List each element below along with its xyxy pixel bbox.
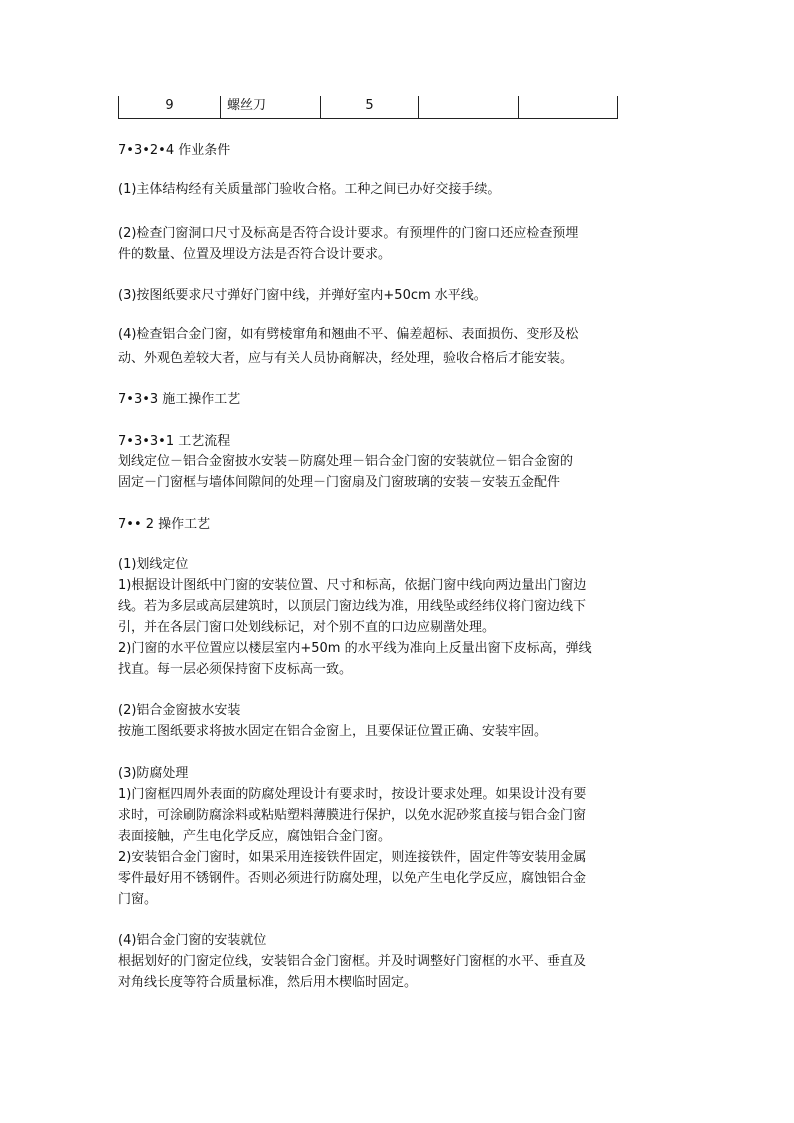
- paragraph-line: 动、外观色差较大者，应与有关人员协商解决，经处理，验收合格后才能安装。: [118, 351, 574, 366]
- subsection-heading: (4)铝合金门窗的安装就位: [118, 933, 267, 948]
- paragraph-line: (3)按图纸要求尺寸弹好门窗中线，并弹好室内+50cm 水平线。: [118, 288, 487, 303]
- table-cell-number: 9: [118, 96, 220, 118]
- section-heading: 7•3•2•4 作业条件: [118, 143, 231, 158]
- paragraph-line: 线。若为多层或高层建筑时，以顶层门窗边线为准，用线坠或经纬仪将门窗边线下: [118, 599, 587, 614]
- paragraph-line: (1)主体结构经有关质量部门验收合格。工种之间已办好交接手续。: [118, 182, 501, 197]
- subsection-heading: (1)划线定位: [118, 557, 189, 572]
- paragraph-line: 引，并在各层门窗口处划线标记，对个别不直的口边应剔凿处理。: [118, 620, 496, 635]
- subsection-heading: (3)防腐处理: [118, 766, 189, 781]
- table-cell-quantity: 5: [320, 96, 418, 118]
- paragraph-line: (4)检查铝合金门窗，如有劈棱窜角和翘曲不平、偏差超标、表面损伤、变形及松: [118, 327, 579, 342]
- table-cell-empty: [418, 96, 518, 118]
- paragraph-line: 件的数量、位置及埋设方法是否符合设计要求。: [118, 247, 392, 262]
- table-cell-empty: [518, 96, 618, 118]
- paragraph-line: 求时，可涂刷防腐涂料或粘贴塑料薄膜进行保护，以免水泥砂浆直接与铝合金门窗: [118, 808, 587, 823]
- paragraph-line: 按施工图纸要求将披水固定在铝合金窗上，且要保证位置正确、安装牢固。: [118, 724, 548, 739]
- table-cell-name: 螺丝刀: [220, 96, 320, 118]
- paragraph-line: (2)检查门窗洞口尺寸及标高是否符合设计要求。有预埋件的门窗口还应检查预埋: [118, 226, 579, 241]
- paragraph-line: 门窗。: [118, 892, 158, 907]
- section-heading: 7•• 2 操作工艺: [118, 517, 211, 532]
- paragraph-line: 找直。每一层必须保持窗下皮标高一致。: [118, 662, 353, 677]
- section-heading: 7•3•3•1 工艺流程: [118, 434, 231, 449]
- paragraph-line: 1)根据设计图纸中门窗的安装位置、尺寸和标高，依据门窗中线向两边量出门窗边: [118, 578, 587, 593]
- subsection-heading: (2)铝合金窗披水安装: [118, 703, 241, 718]
- paragraph-line: 固定－门窗框与墙体间隙间的处理－门窗扇及门窗玻璃的安装－安装五金配件: [118, 475, 561, 490]
- paragraph-line: 2)安装铝合金门窗时，如果采用连接铁件固定，则连接铁件，固定件等安装用金属: [118, 850, 587, 865]
- paragraph-line: 划线定位－铝合金窗披水安装－防腐处理－铝合金门窗的安装就位－铝合金窗的: [118, 454, 574, 469]
- paragraph-line: 对角线长度等符合质量标准，然后用木楔临时固定。: [118, 975, 418, 990]
- paragraph-line: 零件最好用不锈钢件。否则必须进行防腐处理，以免产生电化学反应，腐蚀铝合金: [118, 871, 587, 886]
- paragraph-line: 2)门窗的水平位置应以楼层室内+50m 的水平线为准向上反量出窗下皮标高，弹线: [118, 641, 592, 656]
- paragraph-line: 表面接触，产生电化学反应，腐蚀铝合金门窗。: [118, 829, 392, 844]
- paragraph-line: 根据划好的门窗定位线，安装铝合金门窗框。并及时调整好门窗框的水平、垂直及: [118, 954, 587, 969]
- table-row: [118, 96, 618, 119]
- paragraph-line: 1)门窗框四周外表面的防腐处理设计有要求时，按设计要求处理。如果设计没有要: [118, 787, 587, 802]
- section-heading: 7•3•3 施工操作工艺: [118, 392, 241, 407]
